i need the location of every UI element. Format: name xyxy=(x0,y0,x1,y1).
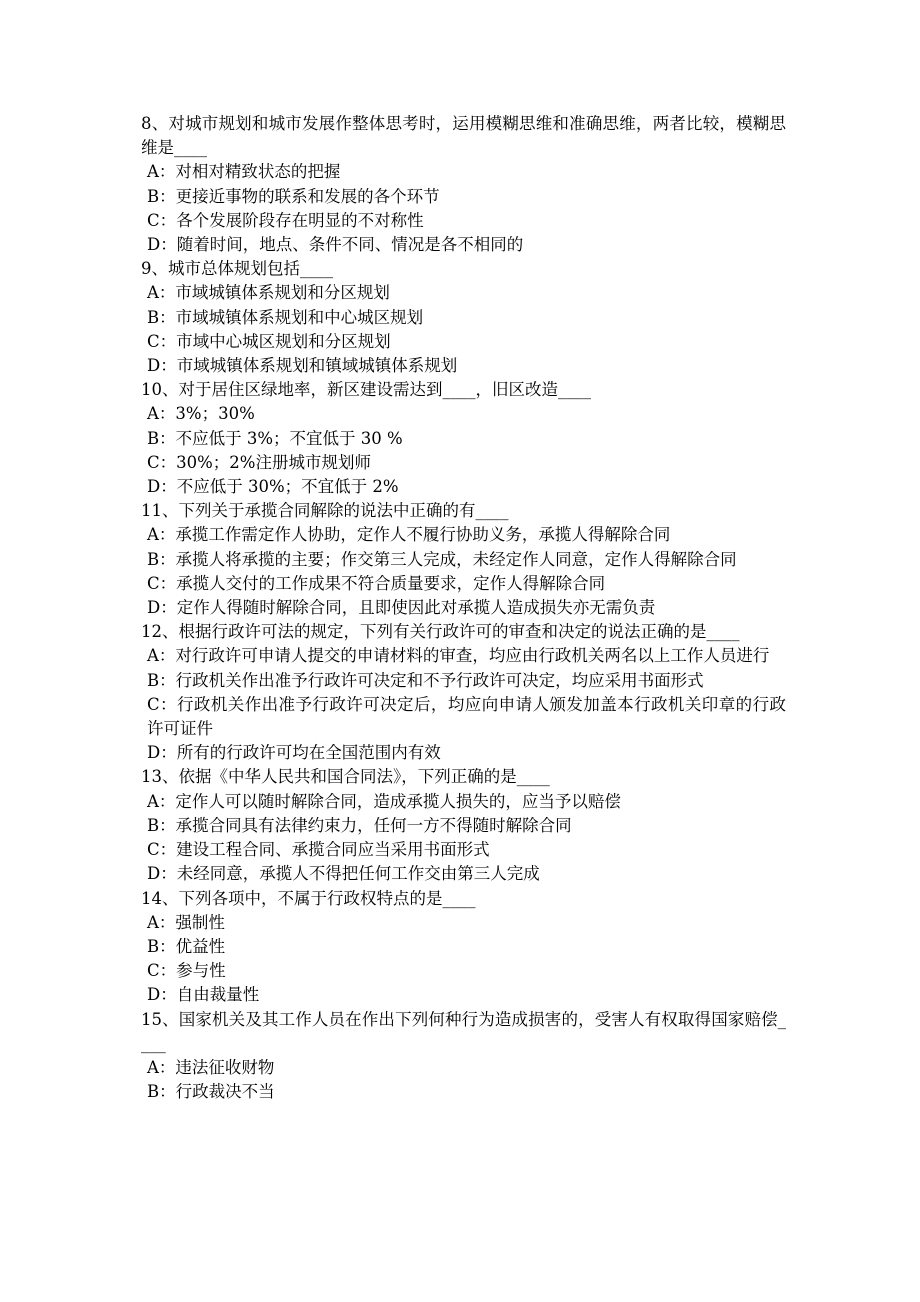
option-a: A：承揽工作需定作人协助，定作人不履行协助义务，承揽人得解除合同 xyxy=(147,525,671,545)
option-d: D：随着时间，地点、条件不同、情况是各不相同的 xyxy=(147,235,524,255)
question-block xyxy=(141,112,786,257)
option-c: C：30%；2%注册城市规划师 xyxy=(147,452,371,472)
option-b: B：更接近事物的联系和发展的各个环节 xyxy=(147,186,440,206)
question-text: 11、下列关于承揽合同解除的说法中正确的有____ xyxy=(141,501,509,521)
option-a: A：对行政许可申请人提交的申请材料的审查，均应由行政机关两名以上工作人员进行 xyxy=(147,646,770,666)
question-text: 14、下列各项中，不属于行政权特点的是____ xyxy=(141,888,476,908)
question-text: 8、对城市规划和城市发展作整体思考时，运用模糊思维和准确思维，两者比较，模糊思维是____ xyxy=(141,114,786,158)
document-page xyxy=(141,112,786,1104)
option-d: D：定作人得随时解除合同，且即使因此对承揽人造成损失亦无需负责 xyxy=(147,598,656,618)
option-a: A：对相对精致状态的把握 xyxy=(147,162,341,182)
option-a: A：违法征收财物 xyxy=(147,1057,275,1077)
question-text: 9、城市总体规划包括____ xyxy=(141,259,333,279)
option-c: C：市域中心城区规划和分区规划 xyxy=(147,331,391,351)
option-a: A：定作人可以随时解除合同，造成承揽人损失的，应当予以赔偿 xyxy=(147,791,621,811)
option-a: A：强制性 xyxy=(147,912,225,932)
question-block xyxy=(141,499,786,620)
option-a: A：3%；30% xyxy=(147,404,255,424)
option-a: A：市域城镇体系规划和分区规划 xyxy=(147,283,390,303)
option-b: B：行政裁决不当 xyxy=(147,1082,275,1102)
option-c: C：参与性 xyxy=(147,961,226,981)
question-block xyxy=(141,765,786,886)
option-c: C：建设工程合同、承揽合同应当采用书面形式 xyxy=(147,840,490,860)
option-d: D：所有的行政许可均在全国范围内有效 xyxy=(147,743,441,763)
option-b: B：承揽人将承揽的主要；作交第三人完成，未经定作人同意，定作人得解除合同 xyxy=(147,549,737,569)
question-block xyxy=(141,378,786,499)
option-b: B：承揽合同具有法律约束力，任何一方不得随时解除合同 xyxy=(147,815,572,835)
option-c: C：行政机关作出准予行政许可决定后，均应向申请人颁发加盖本行政机关印章的行政许可证件 xyxy=(147,694,786,739)
option-b: B：行政机关作出准予行政许可决定和不予行政许可决定，均应采用书面形式 xyxy=(147,670,704,690)
option-c: C：各个发展阶段存在明显的不对称性 xyxy=(147,210,424,230)
question-block xyxy=(141,620,786,765)
question-block xyxy=(141,257,786,378)
question-text: 13、依据《中华人民共和国合同法》，下列正确的是____ xyxy=(141,767,550,787)
option-b: B：优益性 xyxy=(147,936,226,956)
option-b: B：不应低于 3%；不宜低于 30 % xyxy=(147,428,403,448)
question-text: 12、根据行政许可法的规定，下列有关行政许可的审查和决定的说法正确的是____ xyxy=(141,622,740,642)
question-text: 10、对于居住区绿地率，新区建设需达到____，旧区改造____ xyxy=(141,380,591,400)
option-c: C：承揽人交付的工作成果不符合质量要求，定作人得解除合同 xyxy=(147,573,606,593)
question-block xyxy=(141,887,786,1008)
question-block xyxy=(141,1008,786,1105)
option-d: D：自由裁量性 xyxy=(147,985,260,1005)
option-b: B：市域城镇体系规划和中心城区规划 xyxy=(147,307,424,327)
option-d: D：不应低于 30%；不宜低于 2% xyxy=(147,477,399,497)
question-text: 15、国家机关及其工作人员在作出下列何种行为造成损害的，受害人有权取得国家赔偿____ xyxy=(141,1009,786,1053)
option-d: D：市域城镇体系规划和镇域城镇体系规划 xyxy=(147,356,458,376)
option-d: D：未经同意，承揽人不得把任何工作交由第三人完成 xyxy=(147,864,540,884)
